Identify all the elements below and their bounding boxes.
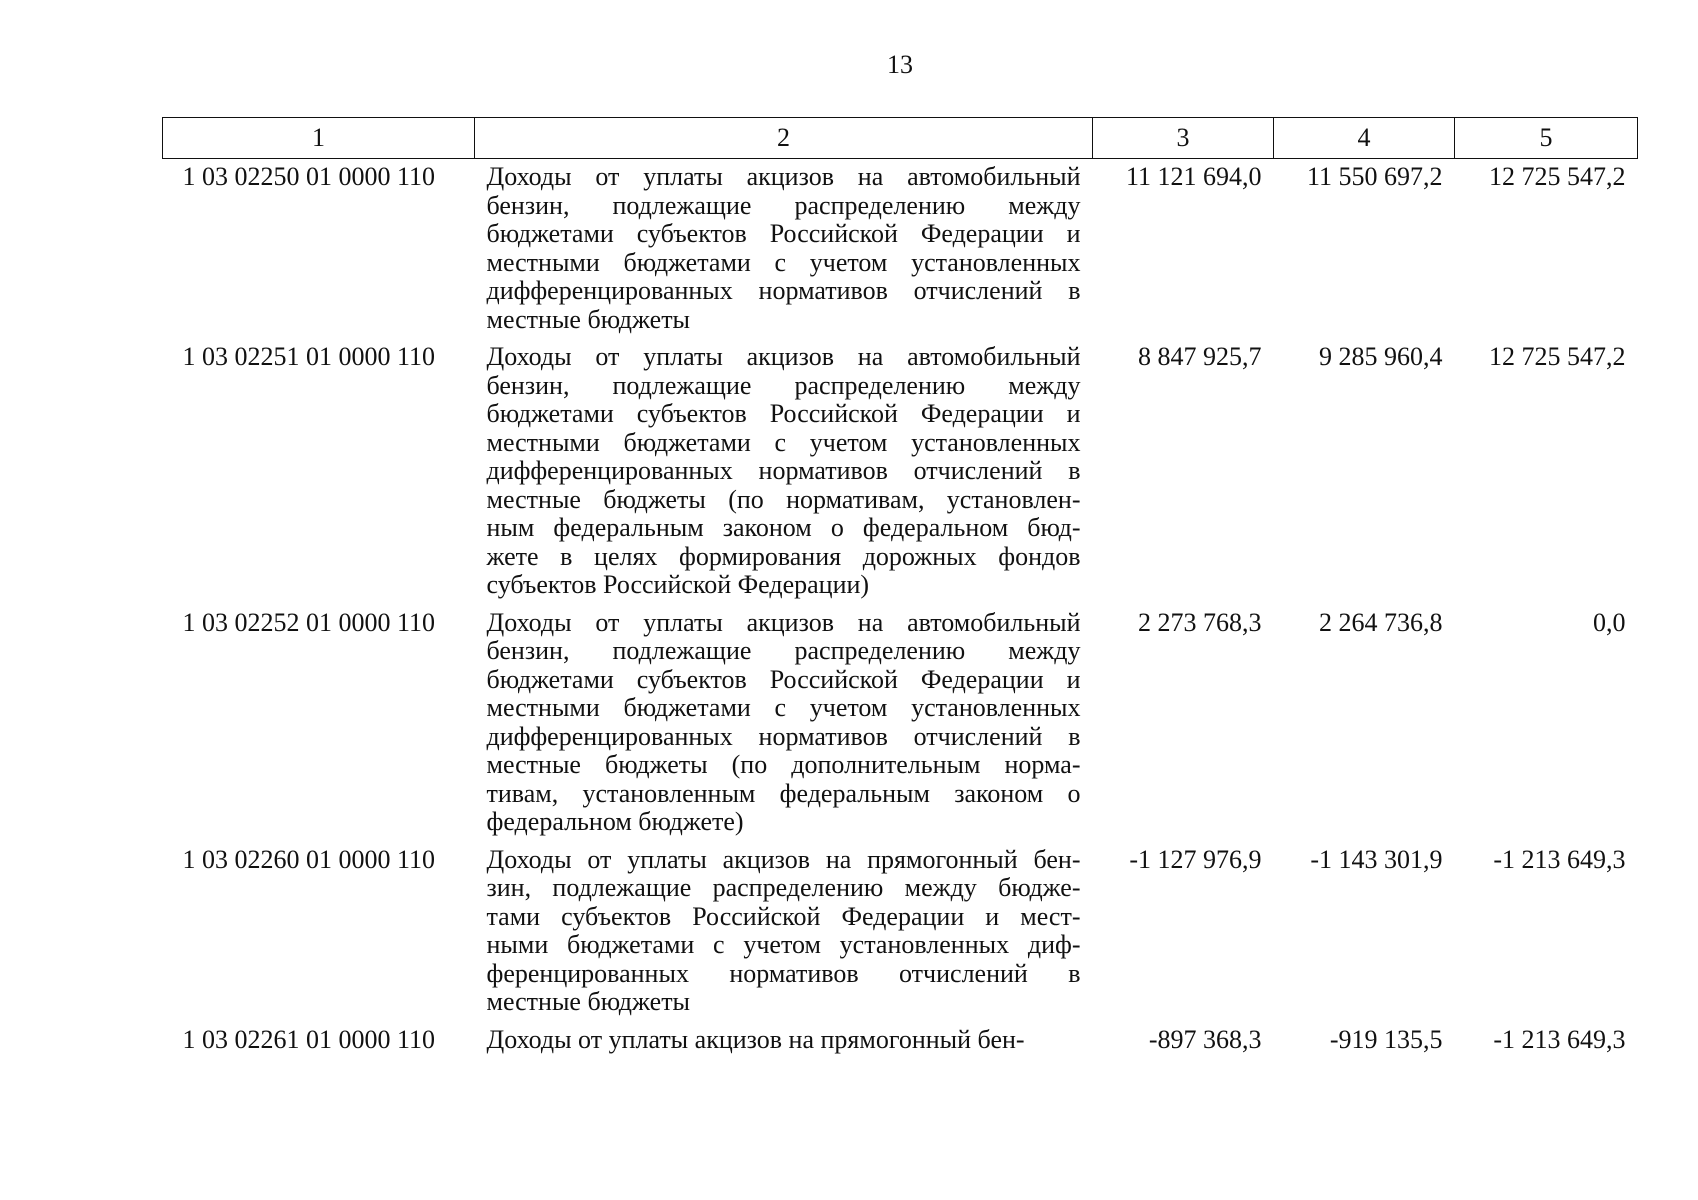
- description-line: ным федеральным законом о федеральном бюд-: [486, 513, 1081, 542]
- table-row: [163, 842, 1638, 1022]
- table-row: [163, 339, 1638, 605]
- description-line: Доходы от уплаты акцизов на прямогонный бен-: [486, 1024, 1025, 1054]
- table-row: [163, 159, 1638, 340]
- header-col-5: 5: [1455, 118, 1638, 159]
- description-line: жете в целях формирования дорожных фондов: [486, 541, 1081, 571]
- header-col-4: 4: [1274, 118, 1455, 159]
- description-line: бюджетами субъектов Российской Федерации и: [486, 219, 1081, 248]
- row-code: 1 03 02252 01 0000 110: [182, 607, 436, 637]
- description-line: ференцированных нормативов отчислений в: [486, 958, 1081, 988]
- description-line: Доходы от уплаты акцизов на автомобильный: [486, 162, 1081, 191]
- description-line: бензин, подлежащие распределению между: [486, 190, 1081, 220]
- description-line: Доходы от уплаты акцизов на прямогонный бен-: [486, 844, 1081, 874]
- row-value-col5: 12 725 547,2: [1489, 342, 1626, 371]
- description-line: бюджетами субъектов Российской Федерации и: [486, 399, 1081, 428]
- page-number: 13: [887, 50, 913, 79]
- header-col-1: 1: [163, 118, 475, 159]
- row-value-col4: 2 264 736,8: [1319, 607, 1443, 637]
- row-value-col3: 2 273 768,3: [1138, 607, 1262, 637]
- budget-table: [162, 117, 1638, 1059]
- row-value-col3: 11 121 694,0: [1125, 162, 1262, 191]
- row-value-col5: -1 213 649,3: [1493, 844, 1626, 874]
- description-line: местными бюджетами с учетом установленных: [486, 427, 1081, 457]
- header-col-3: 3: [1093, 118, 1274, 159]
- row-value-col4: 11 550 697,2: [1306, 162, 1443, 191]
- description-line: дифференцированных нормативов отчислений в: [486, 276, 1081, 305]
- description-line: субъектов Российской Федерации): [486, 570, 870, 599]
- description-line: местные бюджеты: [486, 987, 691, 1016]
- description-line: федеральном бюджете): [486, 807, 744, 836]
- description-line: зин, подлежащие распределению между бюдже-: [486, 873, 1081, 902]
- budget-table-container: [162, 117, 1637, 1059]
- description-line: местные бюджеты (по дополнительным норма-: [486, 750, 1081, 779]
- header-row: [163, 118, 1638, 159]
- description-line: Доходы от уплаты акцизов на автомобильный: [486, 607, 1081, 637]
- description-line: ными бюджетами с учетом установленных диф-: [486, 930, 1081, 959]
- description-line: бензин, подлежащие распределению между: [486, 370, 1081, 400]
- description-line: бензин, подлежащие распределению между: [486, 636, 1081, 665]
- table-row: [163, 1022, 1638, 1060]
- row-description: [475, 605, 1093, 842]
- row-value-col5: -1 213 649,3: [1493, 1024, 1626, 1054]
- row-description: [475, 842, 1093, 1022]
- row-value-col4: 9 285 960,4: [1319, 342, 1443, 371]
- row-code: 1 03 02261 01 0000 110: [182, 1024, 436, 1054]
- row-code: 1 03 02250 01 0000 110: [182, 162, 436, 191]
- row-value-col4: -1 143 301,9: [1310, 844, 1443, 874]
- table-header: [163, 118, 1638, 159]
- description-line: бюджетами субъектов Российской Федерации и: [486, 664, 1081, 694]
- description-line: дифференцированных нормативов отчислений в: [486, 721, 1081, 751]
- row-code: 1 03 02251 01 0000 110: [182, 342, 436, 371]
- description-line: местные бюджеты: [486, 304, 691, 334]
- description-line: тами субъектов Российской Федерации и мест-: [486, 901, 1081, 931]
- row-value-col5: 12 725 547,2: [1489, 162, 1626, 191]
- row-value-col3: -1 127 976,9: [1129, 844, 1262, 874]
- row-code: 1 03 02260 01 0000 110: [182, 844, 436, 874]
- description-line: Доходы от уплаты акцизов на автомобильный: [486, 342, 1081, 371]
- description-line: местные бюджеты (по нормативам, установлен-: [486, 484, 1081, 514]
- description-line: тивам, установленным федеральным законом о: [486, 778, 1081, 808]
- row-value-col3: 8 847 925,7: [1138, 342, 1262, 371]
- row-value-col3: -897 368,3: [1148, 1024, 1262, 1054]
- row-description: [475, 339, 1093, 605]
- row-value-col4: -919 135,5: [1329, 1024, 1443, 1054]
- row-value-col5: 0,0: [1593, 607, 1626, 637]
- table-row: [163, 605, 1638, 842]
- header-col-2: 2: [475, 118, 1093, 159]
- description-line: местными бюджетами с учетом установленных: [486, 693, 1081, 722]
- row-description: [475, 1022, 1093, 1060]
- description-line: дифференцированных нормативов отчислений в: [486, 456, 1081, 485]
- description-line: местными бюджетами с учетом установленных: [486, 247, 1081, 277]
- row-description: [475, 159, 1093, 340]
- table-body: [163, 159, 1638, 1060]
